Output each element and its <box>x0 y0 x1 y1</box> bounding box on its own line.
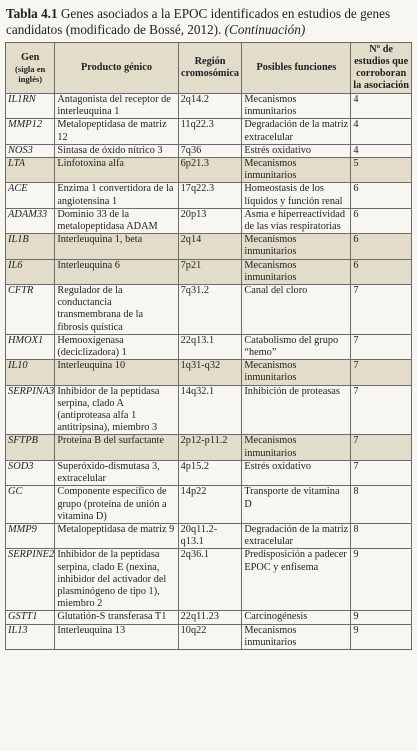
cell-studies: 7 <box>351 334 412 359</box>
cell-gene: MMP12 <box>6 119 55 144</box>
cell-function: Mecanismos inmunitarios <box>242 94 351 119</box>
cell-product: Proteína B del surfactante <box>55 435 178 460</box>
cell-function: Degradación de la matriz extracelular <box>242 119 351 144</box>
cell-gene: SOD3 <box>6 460 55 485</box>
cell-gene: SFTPB <box>6 435 55 460</box>
cell-product: Linfotoxina alfa <box>55 158 178 183</box>
cell-gene: SERPINA3 <box>6 385 55 435</box>
cell-function: Mecanismos inmunitarios <box>242 624 351 649</box>
table-row <box>6 611 412 624</box>
table-row <box>6 486 412 524</box>
cell-function: Mecanismos inmunitarios <box>242 360 351 385</box>
cell-gene: SERPINE2 <box>6 549 55 611</box>
table-row <box>6 460 412 485</box>
cell-function: Mecanismos inmunitarios <box>242 234 351 259</box>
table-row <box>6 158 412 183</box>
cell-gene: HMOX1 <box>6 334 55 359</box>
cell-gene: LTA <box>6 158 55 183</box>
table-label: Tabla 4.1 <box>6 6 58 21</box>
header-row <box>6 43 412 94</box>
cell-gene: MMP9 <box>6 523 55 548</box>
cell-region: 20q11.2-q13.1 <box>178 523 242 548</box>
cell-studies: 7 <box>351 285 412 335</box>
cell-product: Dominio 33 de la metalopeptidasa ADAM <box>55 208 178 233</box>
cell-studies: 5 <box>351 158 412 183</box>
cell-function: Carcinogénesis <box>242 611 351 624</box>
cell-studies: 4 <box>351 94 412 119</box>
header-product: Producto génico <box>55 43 178 94</box>
table-row <box>6 385 412 435</box>
cell-gene: ACE <box>6 183 55 208</box>
table-row <box>6 119 412 144</box>
cell-studies: 8 <box>351 486 412 524</box>
cell-function: Predisposición a padecer EPOC y enfisema <box>242 549 351 611</box>
cell-gene: IL1B <box>6 234 55 259</box>
cell-region: 7q31.2 <box>178 285 242 335</box>
table-row <box>6 183 412 208</box>
cell-region: 1q31-q32 <box>178 360 242 385</box>
cell-gene: IL6 <box>6 259 55 284</box>
header-studies: Nº de estudios que corroboran la asociación <box>351 43 412 94</box>
cell-function: Estrés oxidativo <box>242 144 351 157</box>
table-row <box>6 360 412 385</box>
cell-function: Canal del cloro <box>242 285 351 335</box>
cell-region: 11q22.3 <box>178 119 242 144</box>
table-row <box>6 234 412 259</box>
cell-region: 22q13.1 <box>178 334 242 359</box>
cell-function: Inhibición de proteasas <box>242 385 351 435</box>
cell-function: Mecanismos inmunitarios <box>242 259 351 284</box>
caption-text: Genes asociados a la EPOC identificados en estudios de genes candidatos (modificado de Bossé, 2012). <box>6 6 391 37</box>
cell-product: Interleuquina 13 <box>55 624 178 649</box>
cell-product: Regulador de la conductancia transmembrana de la fibrosis quística <box>55 285 178 335</box>
cell-function: Degradación de la matriz extracelular <box>242 523 351 548</box>
cell-product: Inhibidor de la peptidasa serpina, clado A (antiproteasa alfa 1 antitripsina), miembro 3 <box>55 385 178 435</box>
cell-product: Interleuquina 6 <box>55 259 178 284</box>
cell-studies: 7 <box>351 435 412 460</box>
cell-product: Superóxido-dismutasa 3, extracelular <box>55 460 178 485</box>
table-body <box>6 94 412 650</box>
cell-region: 7p21 <box>178 259 242 284</box>
cell-region: 2p12-p11.2 <box>178 435 242 460</box>
table-row <box>6 285 412 335</box>
cell-region: 20p13 <box>178 208 242 233</box>
cell-gene: IL10 <box>6 360 55 385</box>
cell-region: 14q32.1 <box>178 385 242 435</box>
cell-studies: 9 <box>351 624 412 649</box>
cell-region: 2q36.1 <box>178 549 242 611</box>
cell-studies: 6 <box>351 208 412 233</box>
header-region: Región cromosómica <box>178 43 242 94</box>
cell-product: Interleuquina 1, beta <box>55 234 178 259</box>
table-row <box>6 624 412 649</box>
cell-function: Homeostasis de los líquidos y función renal <box>242 183 351 208</box>
table-row <box>6 523 412 548</box>
cell-region: 2q14.2 <box>178 94 242 119</box>
table-row <box>6 144 412 157</box>
cell-region: 2q14 <box>178 234 242 259</box>
cell-gene: ADAM33 <box>6 208 55 233</box>
cell-product: Hemooxigenasa (deciclizadora) 1 <box>55 334 178 359</box>
cell-studies: 7 <box>351 360 412 385</box>
cell-function: Transporte de vitamina D <box>242 486 351 524</box>
cell-region: 14p22 <box>178 486 242 524</box>
cell-function: Asma e hiperreactividad de las vías respiratorias <box>242 208 351 233</box>
cell-region: 4p15.2 <box>178 460 242 485</box>
cell-studies: 9 <box>351 549 412 611</box>
header-gene-sub: (sigla en inglés) <box>15 64 46 84</box>
cell-studies: 9 <box>351 611 412 624</box>
cell-function: Catabolismo del grupo “hemo” <box>242 334 351 359</box>
cell-region: 6p21.3 <box>178 158 242 183</box>
cell-studies: 6 <box>351 259 412 284</box>
table-row <box>6 208 412 233</box>
cell-studies: 7 <box>351 460 412 485</box>
cell-region: 7q36 <box>178 144 242 157</box>
cell-product: Componente específico de grupo (proteína de unión a vitamina D) <box>55 486 178 524</box>
cell-studies: 4 <box>351 144 412 157</box>
cell-studies: 6 <box>351 183 412 208</box>
table-header <box>6 43 412 94</box>
table-row <box>6 259 412 284</box>
cell-gene: NOS3 <box>6 144 55 157</box>
cell-studies: 7 <box>351 385 412 435</box>
cell-gene: GC <box>6 486 55 524</box>
header-gene: Gen (sigla en inglés) <box>6 43 55 94</box>
table-caption <box>6 6 412 38</box>
table-row <box>6 94 412 119</box>
cell-region: 22q11.23 <box>178 611 242 624</box>
cell-function: Mecanismos inmunitarios <box>242 435 351 460</box>
cell-function: Estrés oxidativo <box>242 460 351 485</box>
cell-region: 17q22.3 <box>178 183 242 208</box>
genes-table <box>5 42 412 650</box>
cell-studies: 8 <box>351 523 412 548</box>
cell-product: Metalopeptidasa de matriz 9 <box>55 523 178 548</box>
cell-product: Antagonista del receptor de interleuquina 1 <box>55 94 178 119</box>
cell-gene: IL13 <box>6 624 55 649</box>
table-row <box>6 549 412 611</box>
cell-product: Sintasa de óxido nítrico 3 <box>55 144 178 157</box>
cell-function: Mecanismos inmunitarios <box>242 158 351 183</box>
cell-product: Interleuquina 10 <box>55 360 178 385</box>
cell-product: Glutatión-S transferasa T1 <box>55 611 178 624</box>
cell-studies: 4 <box>351 119 412 144</box>
table-row <box>6 334 412 359</box>
header-functions: Posibles funciones <box>242 43 351 94</box>
cell-product: Metalopeptidasa de matriz 12 <box>55 119 178 144</box>
cell-gene: GSTT1 <box>6 611 55 624</box>
cell-product: Inhibidor de la peptidasa serpina, clado E (nexina, inhibidor del activador del plasminógeno de tipo 1), miembro 2 <box>55 549 178 611</box>
cell-studies: 6 <box>351 234 412 259</box>
cell-product: Enzima 1 convertidora de la angiotensina 1 <box>55 183 178 208</box>
cell-gene: IL1RN <box>6 94 55 119</box>
cell-region: 10q22 <box>178 624 242 649</box>
caption-continuation: (Continuación) <box>224 22 306 37</box>
table-row <box>6 435 412 460</box>
cell-gene: CFTR <box>6 285 55 335</box>
